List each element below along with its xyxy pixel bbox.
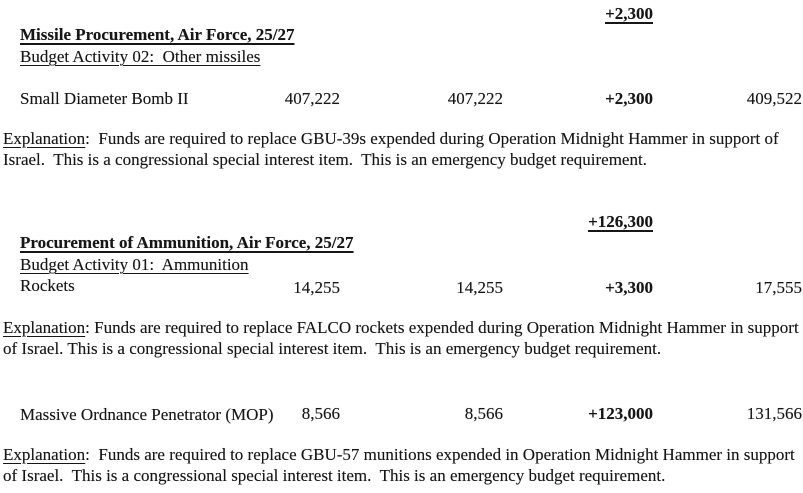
explanation-label: Explanation bbox=[3, 318, 86, 337]
amount-cell-col1: 407,222 bbox=[284, 89, 340, 108]
line-item-label: Rockets bbox=[20, 276, 75, 295]
amount-row-mop bbox=[0, 403, 803, 424]
amount-cell-change: +123,000 bbox=[588, 404, 653, 423]
explanation-text: : Funds are required to replace GBU-39s expended during Operation Midnight Hammer in support of Israel. This is a congressional special interest item. This is an emergency budget requirement. bbox=[3, 129, 783, 169]
amount-cell-change: +3,300 bbox=[605, 278, 653, 297]
line-item-label: Massive Ordnance Penetrator (MOP) bbox=[20, 405, 274, 424]
line-item-label: Small Diameter Bomb II bbox=[20, 89, 189, 108]
explanation-paragraph-sdb bbox=[3, 128, 799, 170]
amount-cell-total: 17,555 bbox=[755, 278, 802, 297]
explanation-text: : Funds are required to replace GBU-57 munitions expended in Operation Midnight Hammer in support of Israel. This is a congressional special interest item. This is an emergency budget requirement. bbox=[3, 445, 800, 485]
amount-cell-col2: 8,566 bbox=[464, 404, 503, 423]
amount-cell-col1: 8,566 bbox=[301, 404, 340, 423]
explanation-text: : Funds are required to replace FALCO rockets expended during Operation Midnight Hammer in support of Israel. This is a congressional special interest item. This is an emergency budget requirement. bbox=[3, 318, 803, 358]
amount-row-sdb bbox=[0, 88, 803, 109]
amount-cell-total: 131,566 bbox=[746, 404, 802, 423]
amount-cell-col1: 14,255 bbox=[293, 278, 340, 297]
explanation-paragraph-mop bbox=[3, 444, 799, 486]
explanation-paragraph-rockets bbox=[3, 317, 803, 359]
amount-cell-change: +2,300 bbox=[605, 89, 653, 108]
amount-cell-col2: 14,255 bbox=[456, 278, 503, 297]
explanation-label: Explanation bbox=[3, 129, 86, 148]
amount-cell-total: 409,522 bbox=[746, 89, 802, 108]
budget-activity-label: Budget Activity 01: Ammunition bbox=[20, 255, 249, 274]
section-total-amount: +126,300 bbox=[588, 212, 653, 231]
section-title: Missile Procurement, Air Force, 25/27 bbox=[20, 25, 295, 44]
section-total-amount: +2,300 bbox=[605, 4, 653, 23]
budget-activity-label: Budget Activity 02: Other missiles bbox=[20, 47, 261, 66]
amount-cell-col2: 407,222 bbox=[447, 89, 503, 108]
section-title: Procurement of Ammunition, Air Force, 25/27 bbox=[20, 233, 354, 252]
amount-row-rockets bbox=[0, 277, 803, 298]
explanation-label: Explanation bbox=[3, 445, 86, 464]
